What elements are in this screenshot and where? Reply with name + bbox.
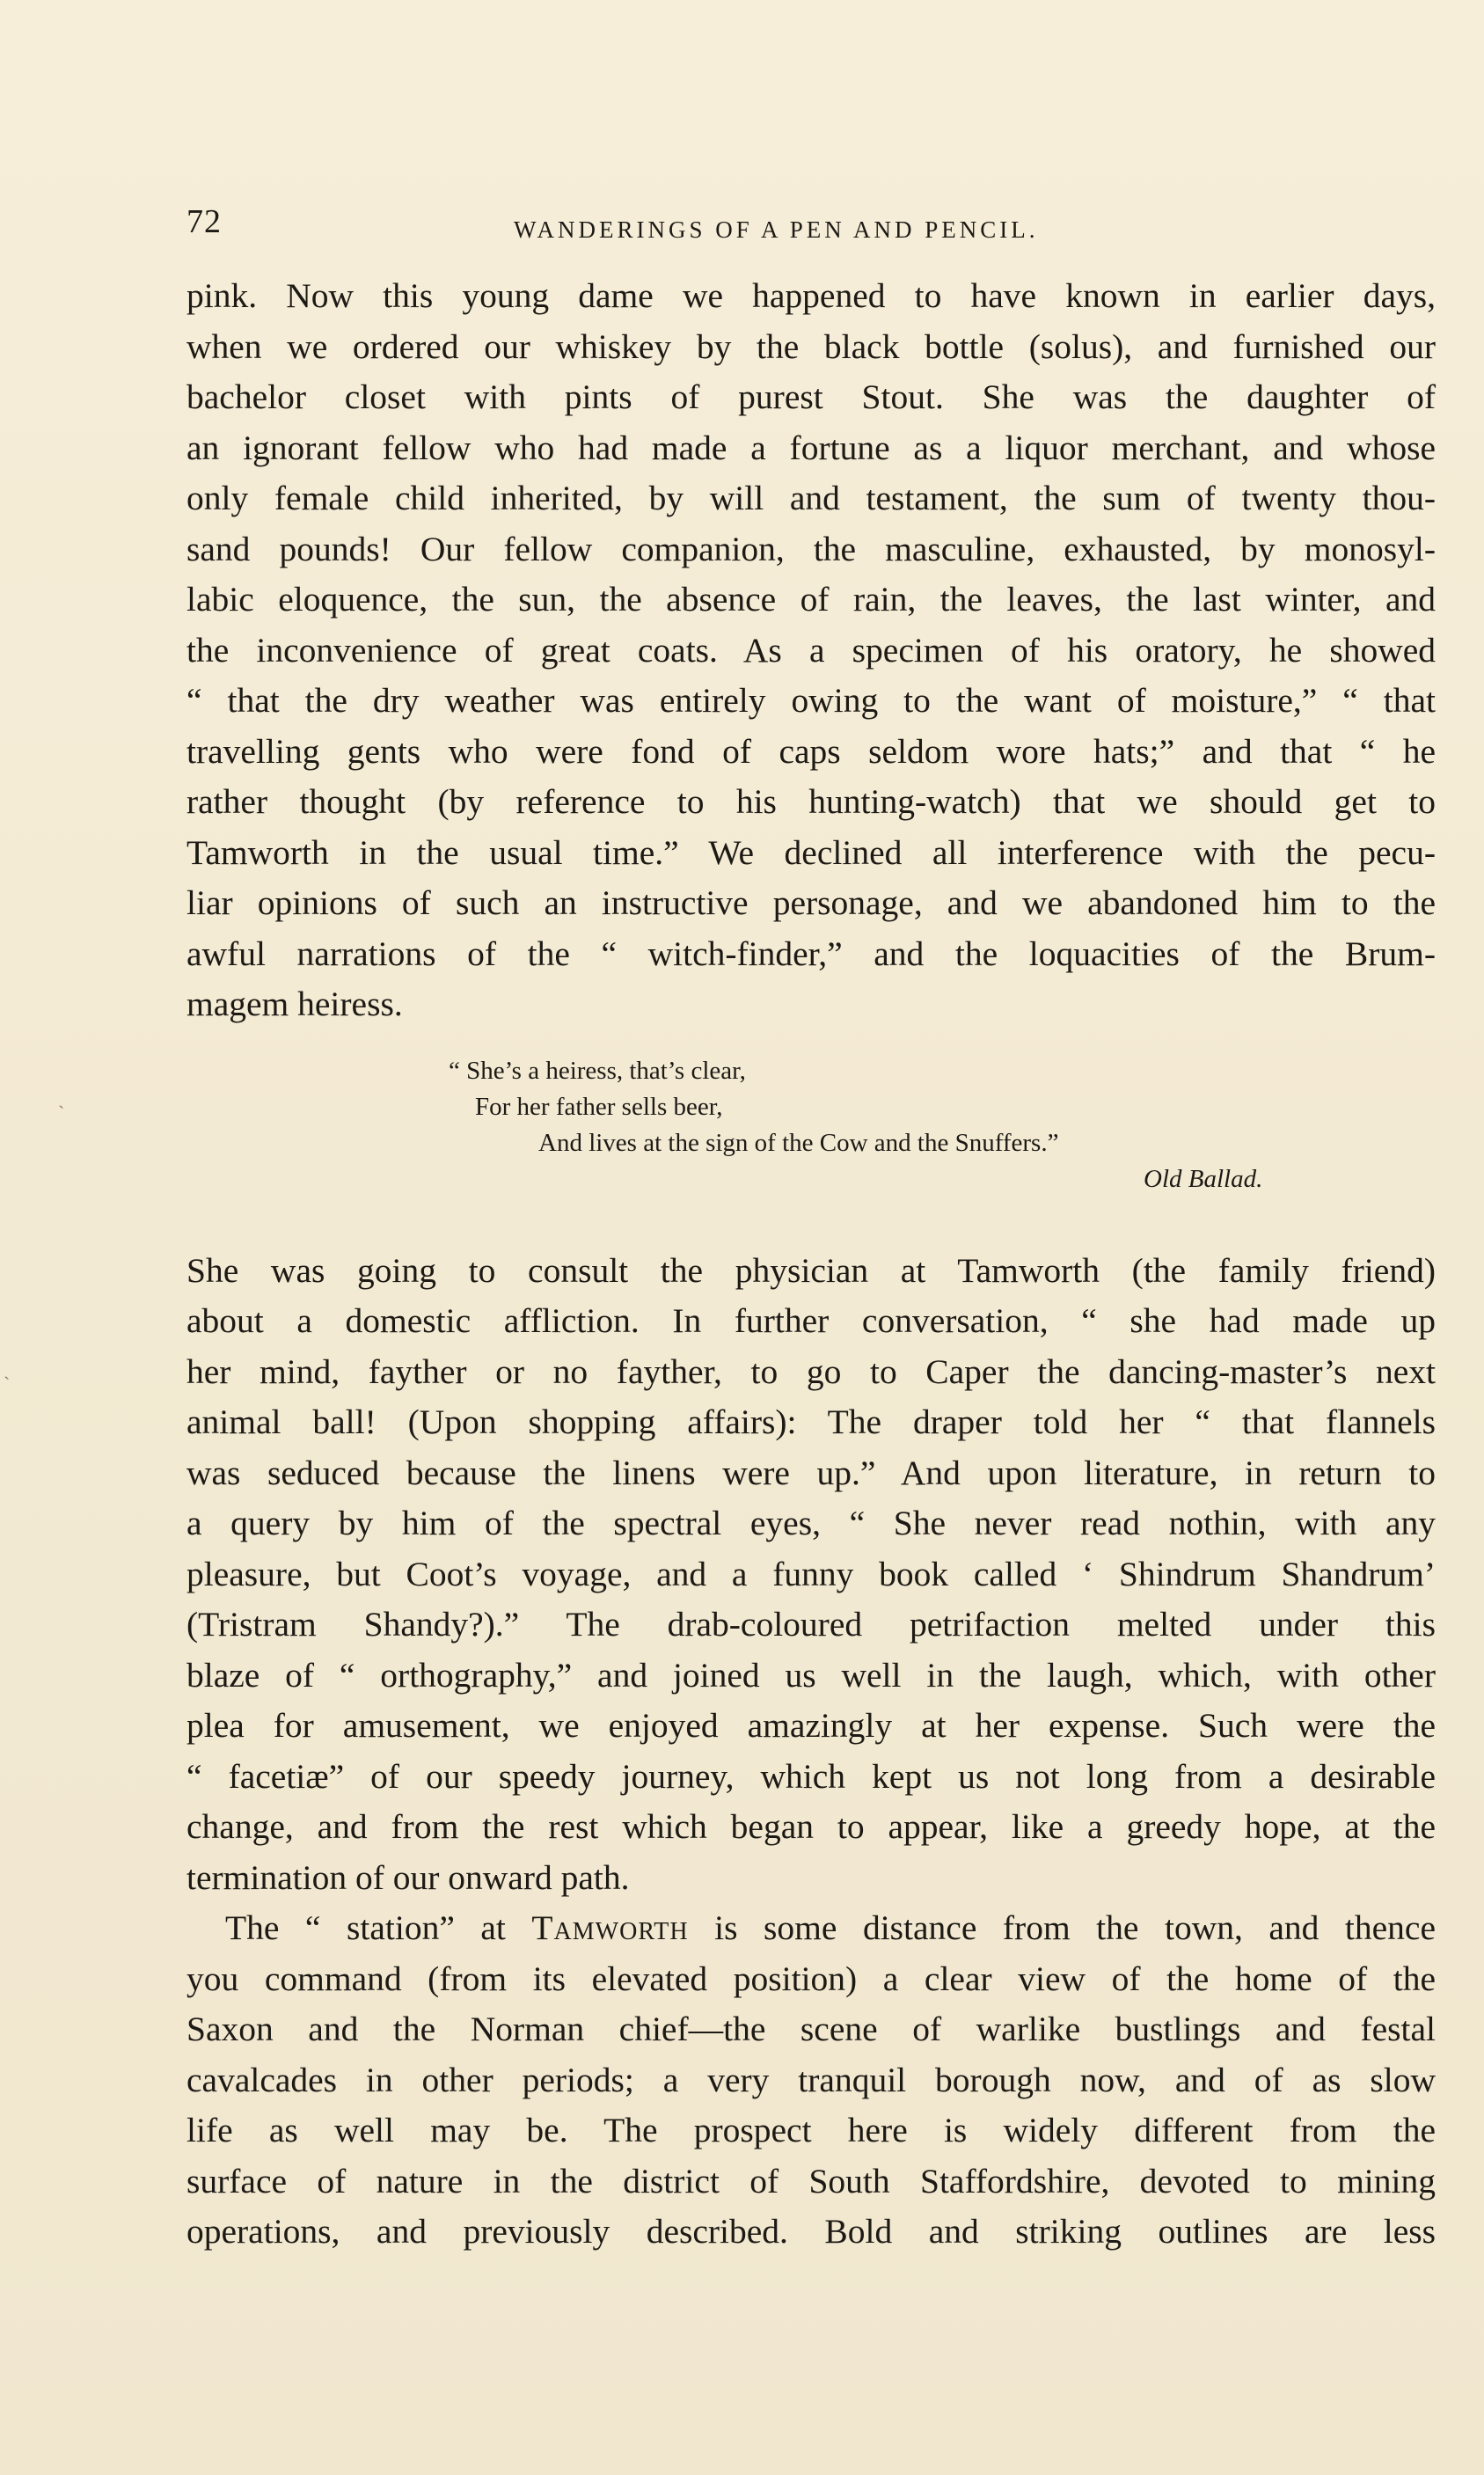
text-line: cavalcades in other periods; a very tranquil borough now, and of as slow — [186, 2060, 1436, 2099]
text-line: Saxon and the Norman chief—the scene of warlike bustlings and festal — [186, 2010, 1436, 2048]
text-line: labic eloquence, the sun, the absence of rain, the leaves, the last winter, and — [186, 580, 1436, 619]
text-line: life as well may be. The prospect here is widely different from the — [186, 2111, 1436, 2149]
text-line: pink. Now this young dame we happened to have known in earlier days, — [186, 276, 1436, 315]
text-line: change, and from the rest which began to appear, like a greedy hope, at the — [186, 1807, 1436, 1846]
text-line: rather thought (by reference to his hunting-watch) that we should get to — [186, 782, 1436, 821]
text-line: about a domestic affliction. In further conversation, “ she had made up — [186, 1301, 1436, 1340]
text-line: sand pounds! Our fellow companion, the masculine, exhausted, by monosyl- — [186, 529, 1436, 568]
text-line: blaze of “ orthography,” and joined us well in the laugh, which, with other — [186, 1655, 1436, 1695]
text-line: her mind, fayther or no fayther, to go to Caper the dancing-master’s next — [186, 1351, 1436, 1391]
paragraph-3 — [186, 1903, 1436, 2258]
text-line — [186, 1903, 1436, 1954]
page-number: 72 — [186, 203, 222, 240]
verse-line: And lives at the sign of the Cow and the Snuffers.” — [538, 1128, 1059, 1157]
paragraph-2 — [186, 1246, 1436, 1904]
running-head: WANDERINGS OF A PEN AND PENCIL. — [514, 216, 1039, 243]
text-line: you command (from its elevated position) a clear view of the home of the — [186, 1959, 1436, 1998]
text-line: Tamworth in the usual time.” We declined all interference with the pecu- — [186, 832, 1436, 872]
text-line: surface of nature in the district of South Staffordshire, devoted to mining — [186, 2161, 1436, 2200]
text-line: animal ball! (Upon shopping affairs): The draper told her “ that flannels — [186, 1402, 1436, 1441]
body-text — [186, 271, 1436, 2258]
text-line: “ facetiæ” of our speedy journey, which kept us not long from a desirable — [186, 1756, 1436, 1796]
text-line: “ that the dry weather was entirely owing to the want of moisture,” “ that — [186, 681, 1436, 720]
verse-line: “ She’s a heiress, that’s clear, — [449, 1056, 746, 1085]
text-line: termination of our onward path. — [186, 1857, 630, 1897]
place-name: Tamworth — [531, 1908, 689, 1947]
verse-attribution: Old Ballad. — [1144, 1164, 1263, 1193]
paper-speck: ˋ — [58, 1102, 65, 1124]
text-line: plea for amusement, we enjoyed amazingly at her expense. Such were the — [186, 1706, 1436, 1745]
text-line: pleasure, but Coot’s voyage, and a funny book called ‘ Shindrum Shandrum’ — [186, 1554, 1436, 1593]
paper-speck: ˋ — [4, 1373, 11, 1395]
text-line: operations, and previously described. Bold and striking outlines are less — [186, 2212, 1436, 2251]
page-header — [186, 202, 1436, 255]
text-line: bachelor closet with pints of purest Stout. She was the daughter of — [186, 377, 1436, 416]
text-line: only female child inherited, by will and testament, the sum of twenty thou- — [186, 479, 1436, 517]
text-line: was seduced because the linens were up.” And upon literature, in return to — [186, 1453, 1436, 1492]
text-fragment: The “ station” at — [225, 1908, 532, 1947]
text-line: She was going to consult the physician at Tamworth (the family friend) — [186, 1250, 1436, 1290]
verse-line: For her father sells beer, — [475, 1092, 723, 1121]
text-line: a query by him of the spectral eyes, “ She never read nothin, with any — [186, 1504, 1436, 1542]
text-line: an ignorant fellow who had made a fortune as a liquor merchant, and whose — [186, 428, 1436, 467]
text-line: (Tristram Shandy?).” The drab-coloured petrifaction melted under this — [186, 1605, 1436, 1644]
verse-block — [186, 1030, 1436, 1246]
text-line: awful narrations of the “ witch-finder,” and the loquacities of the Brum- — [186, 934, 1436, 973]
text-line: when we ordered our whiskey by the black bottle (solus), and furnished our — [186, 326, 1436, 366]
text-line: liar opinions of such an instructive personage, and we abandoned him to the — [186, 883, 1436, 922]
paragraph-1 — [186, 271, 1436, 1030]
text-line: the inconvenience of great coats. As a specimen of his oratory, he showed — [186, 630, 1436, 670]
text-line: travelling gents who were fond of caps seldom wore hats;” and that “ he — [186, 731, 1436, 771]
text-line: magem heiress. — [186, 985, 403, 1023]
text-fragment: is some distance from the town, and thence — [688, 1908, 1436, 1947]
